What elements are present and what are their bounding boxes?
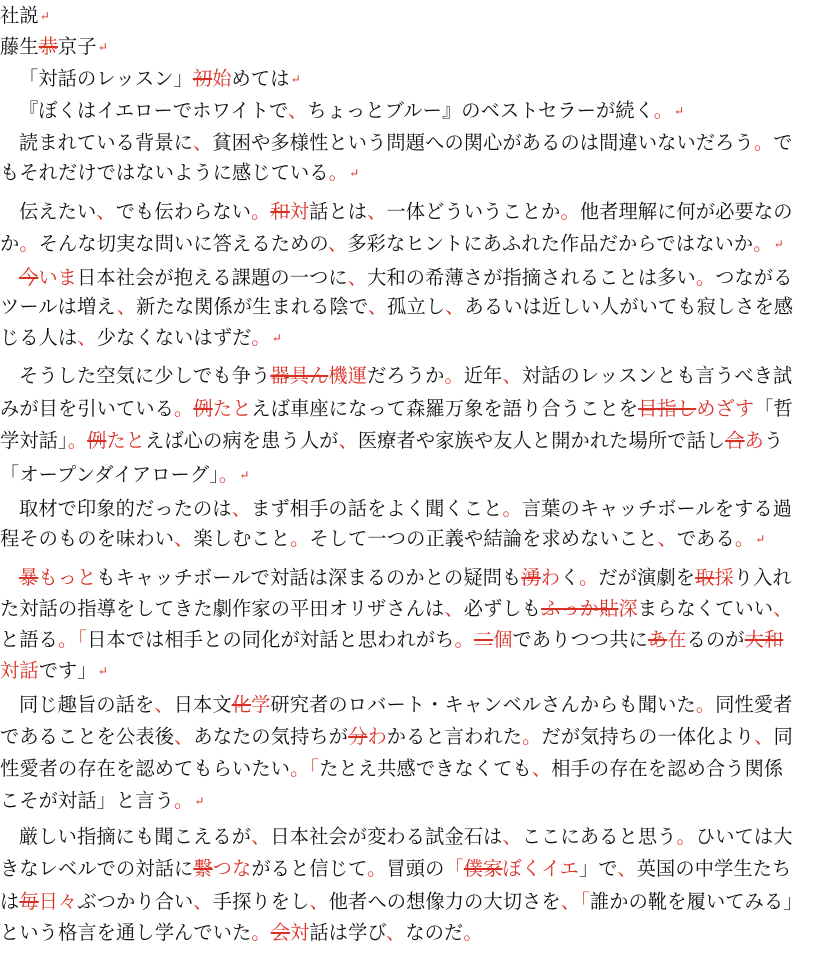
inserted-text: 。 xyxy=(328,161,349,184)
body-text: 藤生 xyxy=(0,35,39,58)
inserted-text: 、 xyxy=(773,597,793,620)
text-line xyxy=(0,918,821,948)
inserted-text: 対 xyxy=(289,200,310,223)
body-text: 厳しい指摘にも聞こえるが xyxy=(19,825,252,848)
body-text: である xyxy=(676,527,735,550)
deleted-text: 湧 xyxy=(521,566,541,589)
inserted-text: 、 xyxy=(116,295,137,318)
inserted-text: 、 xyxy=(309,890,329,913)
inserted-text: 。 xyxy=(753,232,773,255)
text-line xyxy=(0,594,821,624)
inserted-text: めざす xyxy=(696,397,755,420)
paragraph-mark-icon: ↵ xyxy=(290,72,301,86)
text-line xyxy=(0,754,821,784)
body-text: り入れ xyxy=(733,566,792,589)
inserted-text: 。 xyxy=(251,200,271,223)
inserted-text: 、 xyxy=(77,326,97,349)
body-text: で xyxy=(773,131,793,154)
body-text: もキャッチボールで対話は深まるのかとの疑問も xyxy=(96,566,522,589)
paragraph-mark-icon: ↵ xyxy=(194,794,205,808)
inserted-text: 。 xyxy=(251,326,271,349)
text-line xyxy=(0,426,821,456)
body-text: 手探りをし xyxy=(212,890,310,913)
body-text: だが演劇を xyxy=(598,566,696,589)
paragraph-mark-icon: ↵ xyxy=(755,532,766,546)
inserted-text: 。 xyxy=(463,921,483,944)
inserted-text: わ xyxy=(367,725,387,748)
body-text: じる人は xyxy=(0,326,78,349)
deleted-text: 合 xyxy=(725,429,745,452)
inserted-text: 、 xyxy=(193,131,213,154)
text-line xyxy=(0,229,821,259)
deleted-text: 目指し xyxy=(638,397,697,420)
inserted-text: 。 xyxy=(676,825,696,848)
body-text: まず相手の話をよく聞くこと xyxy=(251,497,503,520)
text-line xyxy=(0,64,821,94)
inserted-text: 。 xyxy=(560,200,580,223)
inserted-text: 、 xyxy=(327,232,348,255)
body-text: あるいは近しい人がいても寂しさを感 xyxy=(464,295,794,318)
text-line xyxy=(0,494,821,524)
deleted-text: 恭 xyxy=(38,35,59,58)
inserted-text: 。 xyxy=(695,266,716,289)
body-text: 程そのものを味わい xyxy=(0,527,175,550)
body-text: 日本社会が変わる試金石は xyxy=(270,825,503,848)
body-text: 『ぼくはイエローでホワイトで xyxy=(19,99,288,122)
body-text: 伝えたい xyxy=(19,200,97,223)
inserted-text: 、 xyxy=(531,757,552,780)
body-text: 同じ趣旨の話を xyxy=(19,693,155,716)
body-text: 多彩なヒントにあふれた作品だからではないか xyxy=(347,232,754,255)
body-text: 対話のレッスンとも言うべき試 xyxy=(521,364,793,387)
paragraph-mark-icon: ↵ xyxy=(674,104,685,118)
inserted-text: 、 xyxy=(386,921,406,944)
deleted-text: 毎 xyxy=(19,890,39,913)
inserted-text: 。 xyxy=(174,397,194,420)
body-text: 楽しむこと xyxy=(193,527,291,550)
body-text: 日本文 xyxy=(173,693,232,716)
inserted-text: 始 xyxy=(212,67,232,90)
body-text: そして一つの正義や結論を求めないこと xyxy=(309,527,658,550)
paragraph-mark-icon: ↵ xyxy=(97,40,108,54)
text-line xyxy=(0,786,821,816)
text-line xyxy=(0,854,821,884)
body-text: るのが xyxy=(686,628,745,651)
inserted-text: ぼくイエ xyxy=(502,857,580,880)
deleted-text: 化 xyxy=(231,693,252,716)
body-text: 誰かの靴を履いてみる」 xyxy=(589,890,803,913)
inserted-text: たと xyxy=(106,429,146,452)
inserted-text: 。 xyxy=(734,527,755,550)
deleted-text: 暴 xyxy=(19,566,39,589)
body-text: つながる xyxy=(715,266,793,289)
inserted-text: 、 xyxy=(367,200,387,223)
inserted-text: 。 xyxy=(522,725,542,748)
inserted-text: 、 xyxy=(154,693,174,716)
inserted-text: 在 xyxy=(667,628,687,651)
body-text: 新たな関係が生まれる陰で xyxy=(136,295,368,318)
body-text: 同 xyxy=(773,725,793,748)
inserted-text: 。 xyxy=(290,527,310,550)
text-line xyxy=(0,292,821,322)
deleted-text: 例 xyxy=(87,429,107,452)
inserted-text: 採 xyxy=(714,566,734,589)
inserted-text: 、 xyxy=(444,597,464,620)
inserted-text: 。 xyxy=(219,463,239,486)
text-line xyxy=(0,563,821,593)
text-line xyxy=(0,625,821,655)
inserted-text: 、 xyxy=(288,99,308,122)
body-text: こそが対話」と言う xyxy=(0,789,175,812)
inserted-text: 。 xyxy=(174,789,194,812)
text-line xyxy=(0,394,821,424)
body-text: ひいては大 xyxy=(695,825,793,848)
paragraph-mark-icon: ↵ xyxy=(349,166,360,180)
inserted-text: 。 xyxy=(67,429,88,452)
inserted-text: 。 xyxy=(579,566,599,589)
inserted-text: 。 xyxy=(251,921,271,944)
inserted-text: 、 xyxy=(231,497,252,520)
inserted-text: 、 xyxy=(502,364,522,387)
body-text: ぶつかり合い xyxy=(77,890,194,913)
body-text: だろうか xyxy=(367,364,445,387)
inserted-text: 対話 xyxy=(0,659,39,682)
inserted-text: 、 xyxy=(347,266,368,289)
body-text: でありつつ共に xyxy=(512,628,648,651)
inserted-text: 。 xyxy=(753,131,774,154)
inserted-text: 深 xyxy=(618,597,638,620)
inserted-text: 。 xyxy=(695,693,716,716)
body-text: は xyxy=(0,890,20,913)
paragraph-mark-icon: ↵ xyxy=(773,237,784,251)
deleted-text: 僕家 xyxy=(463,857,503,880)
body-text: 必ずしも xyxy=(463,597,542,620)
inserted-text: 、 xyxy=(502,825,522,848)
body-text: と語る xyxy=(0,628,59,651)
body-text: もそれだけではないように感じている xyxy=(0,161,329,184)
text-line xyxy=(0,361,821,391)
body-text: えば車座になって森羅万象を語り合うことを xyxy=(251,397,639,420)
deleted-text: あ xyxy=(647,628,668,651)
deleted-text: 取 xyxy=(695,566,715,589)
deleted-text: 今 xyxy=(19,266,39,289)
body-text: まらなくていい xyxy=(637,597,774,620)
body-text: 日本では相手との同化が対話と思われがち xyxy=(87,628,455,651)
inserted-text: 個 xyxy=(493,628,513,651)
text-line xyxy=(0,323,821,353)
body-text: だが気持ちの一体化より xyxy=(541,725,755,748)
text-line xyxy=(0,158,821,188)
text-line xyxy=(0,128,821,158)
body-text: う xyxy=(763,429,784,452)
body-text: 冒頭の xyxy=(386,857,445,880)
inserted-text: 。 xyxy=(19,232,39,255)
body-text: 医療者や家族や友人と開かれた場所で話し xyxy=(357,429,726,452)
text-line xyxy=(0,197,821,227)
body-text: かると言われた xyxy=(386,725,523,748)
body-text: 近年 xyxy=(463,364,503,387)
body-text: 社説 xyxy=(0,4,39,27)
text-line xyxy=(0,887,821,917)
body-text: 他者への想像力の大切さを xyxy=(328,890,561,913)
inserted-text: 日々 xyxy=(38,890,78,913)
deleted-text: 器具ん xyxy=(270,364,329,387)
body-text: か xyxy=(0,232,20,255)
body-text: という格言を通し学んでいた xyxy=(0,921,252,944)
deleted-text: 分 xyxy=(348,725,368,748)
body-text: 貧困や多様性という問題への関心があるのは間違いないだろう xyxy=(212,131,754,154)
inserted-text: もっと xyxy=(38,566,97,589)
body-text: そんな切実な問いに答えるための xyxy=(38,232,328,255)
inserted-text: 、 xyxy=(445,295,465,318)
text-line xyxy=(0,822,821,852)
body-text: 相手の存在を認め合う関係 xyxy=(551,757,784,780)
body-text: そうした空気に少しでも争う xyxy=(19,364,271,387)
deleted-text: 和 xyxy=(270,200,290,223)
inserted-text: たと xyxy=(212,397,252,420)
body-text: めては xyxy=(231,67,290,90)
body-text: 同性愛者 xyxy=(715,693,793,716)
body-text: く xyxy=(560,566,580,589)
body-text: 一体どういうことか xyxy=(386,200,561,223)
body-text: 話とは xyxy=(309,200,368,223)
inserted-text: 機運 xyxy=(328,364,368,387)
body-text: 少なくないはずだ xyxy=(96,326,252,349)
body-text: 「対話のレッスン」 xyxy=(19,67,193,90)
deleted-text: 大和 xyxy=(744,628,784,651)
inserted-text: いま xyxy=(38,266,78,289)
inserted-text: 、 xyxy=(96,200,116,223)
paragraph-mark-icon: ↵ xyxy=(39,9,50,23)
inserted-text: あ xyxy=(744,429,764,452)
body-text: 英国の中学生たち xyxy=(636,857,792,880)
text-line xyxy=(0,263,821,293)
body-text: でも伝わらない xyxy=(115,200,252,223)
inserted-text: 、 xyxy=(174,725,194,748)
body-text: たとえ共感できなくても xyxy=(319,757,532,780)
body-text: 」で xyxy=(579,857,618,880)
inserted-text: 、 xyxy=(193,890,213,913)
inserted-text: 、 xyxy=(754,725,774,748)
inserted-text: 。「 xyxy=(290,757,320,780)
paragraph-mark-icon: ↵ xyxy=(97,664,108,678)
body-text: 話は学び xyxy=(309,921,387,944)
inserted-text: 。 xyxy=(444,364,464,387)
body-text: えば心の病を患う人が xyxy=(145,429,339,452)
inserted-text: 、 xyxy=(617,857,637,880)
inserted-text: 。 xyxy=(454,628,474,651)
body-text: 他者理解に何が必要なの xyxy=(579,200,793,223)
inserted-text: 、 xyxy=(367,295,388,318)
text-line xyxy=(0,1,821,31)
inserted-text: 、 xyxy=(657,527,677,550)
inserted-text: つな xyxy=(212,857,252,880)
inserted-text: 、 xyxy=(251,825,271,848)
inserted-text: 。 xyxy=(653,99,674,122)
inserted-text: 対 xyxy=(290,921,310,944)
inserted-text: 。 xyxy=(367,857,387,880)
inserted-text: 、 xyxy=(174,527,194,550)
body-text: みが目を引いている xyxy=(0,397,175,420)
paragraph-mark-icon: ↵ xyxy=(239,468,250,482)
deleted-text: 二 xyxy=(473,628,494,651)
body-text: 孤立し xyxy=(387,295,446,318)
body-text: た対話の指導をしてきた劇作家の平田オリザさんは xyxy=(0,597,445,620)
inserted-text: 。「 xyxy=(58,628,88,651)
body-text: ツールは増え xyxy=(0,295,117,318)
body-text: 「オープンダイアローグ」 xyxy=(0,463,219,486)
body-text: ちょっとブルー』のベストセラーが続く xyxy=(307,99,654,122)
body-text: 「哲 xyxy=(754,397,793,420)
inserted-text: 、 xyxy=(338,429,358,452)
body-text: 言葉のキャッチボールをする過 xyxy=(521,497,793,520)
deleted-text: 初 xyxy=(192,67,213,90)
body-text: 性愛者の存在を認めてもらいたい xyxy=(0,757,291,780)
body-text: であることを公表後 xyxy=(0,725,175,748)
body-text: 大和の希薄さが指摘されることは多い xyxy=(367,266,696,289)
inserted-text: 「 xyxy=(444,857,464,880)
deleted-text: 例 xyxy=(193,397,213,420)
text-line xyxy=(0,460,821,490)
text-line xyxy=(0,656,821,686)
inserted-text: 、「 xyxy=(560,890,590,913)
deleted-text: 会 xyxy=(270,921,291,944)
body-text: きなレベルでの対話に xyxy=(0,857,194,880)
body-text: 研究者のロバート・キャンベルさんからも聞いた xyxy=(270,693,696,716)
body-text: 取材で印象的だったのは xyxy=(19,497,232,520)
body-text: 京子 xyxy=(58,35,97,58)
text-line xyxy=(0,524,821,554)
paragraph-mark-icon: ↵ xyxy=(271,331,282,345)
inserted-text: わ xyxy=(540,566,561,589)
body-text: 学対話」 xyxy=(0,429,68,452)
body-text: 読まれている背景に xyxy=(19,131,194,154)
inserted-text: 。 xyxy=(502,497,522,520)
body-text: ここにあると思う xyxy=(521,825,677,848)
text-line xyxy=(0,722,821,752)
body-text: あなたの気持ちが xyxy=(193,725,349,748)
body-text: がると信じて xyxy=(251,857,368,880)
text-line xyxy=(0,690,821,720)
text-line xyxy=(0,32,821,62)
body-text: です」 xyxy=(38,659,97,682)
deleted-text: 繋 xyxy=(193,857,213,880)
inserted-text: 学 xyxy=(251,693,271,716)
deleted-text: ふっか貼 xyxy=(541,597,619,620)
body-text: 日本社会が抱える課題の一つに xyxy=(77,266,348,289)
text-line xyxy=(0,96,821,126)
body-text: なのだ xyxy=(405,921,464,944)
